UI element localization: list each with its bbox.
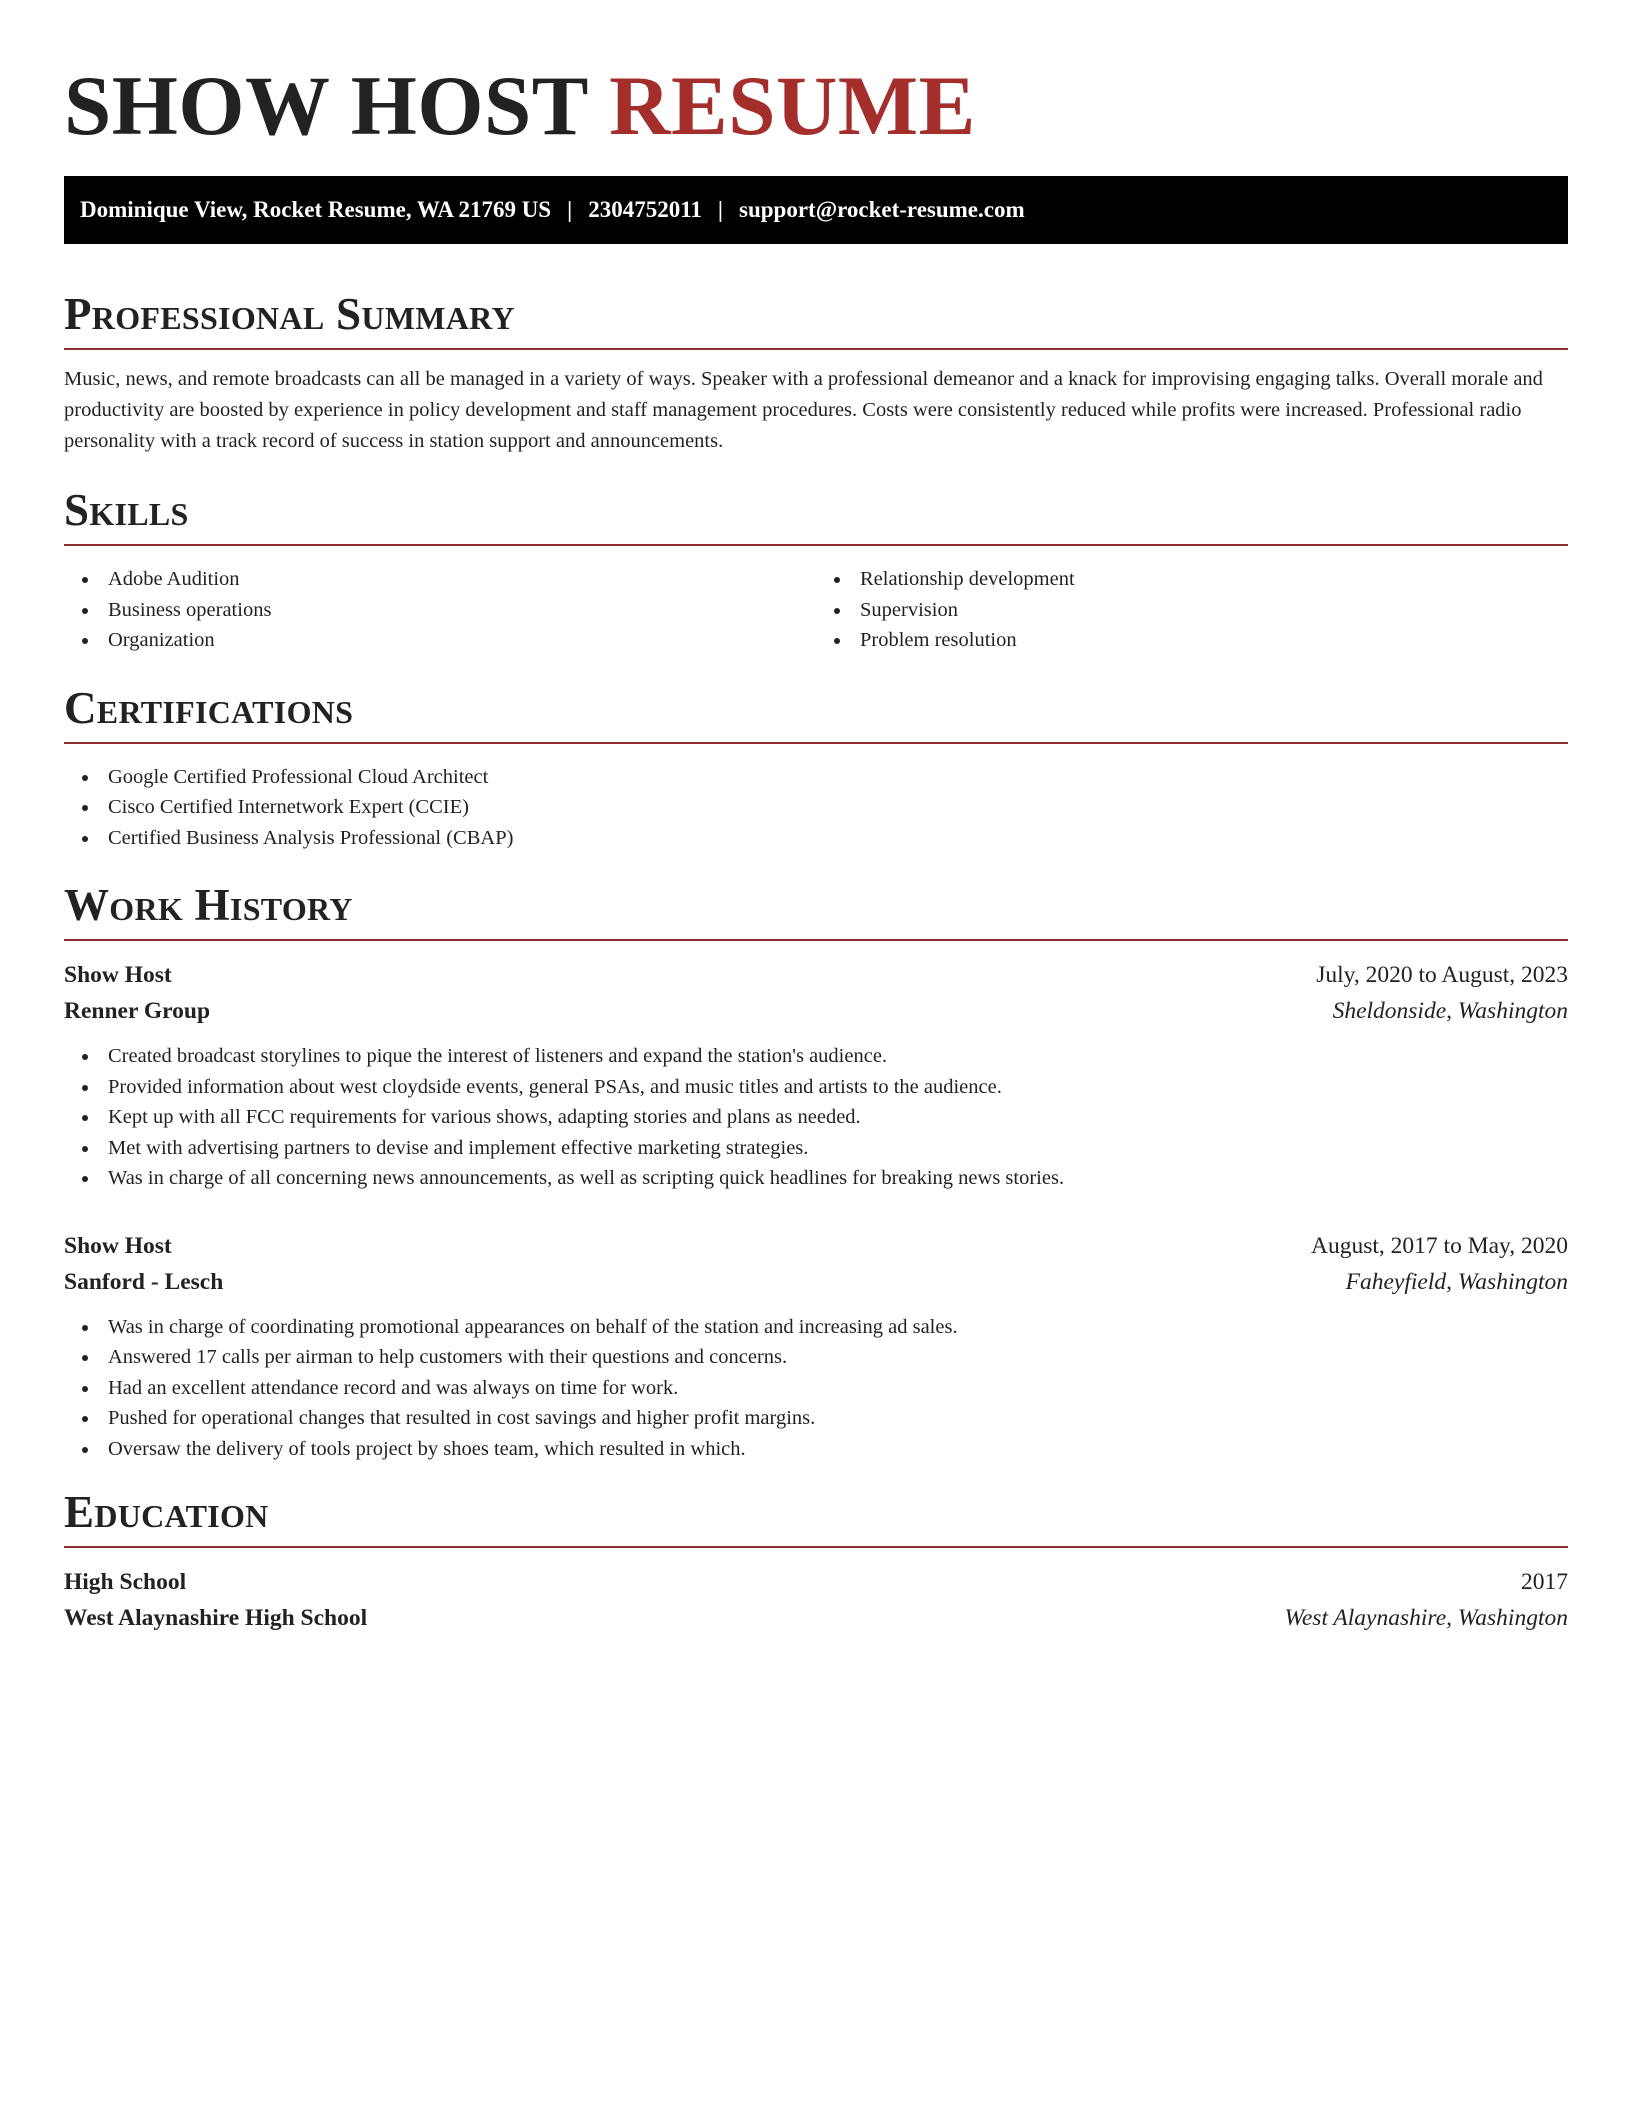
job-bullet: Was in charge of all concerning news announcements, as well as scripting quick headlines for breaking news stories.: [64, 1163, 1568, 1194]
job-bullet: Pushed for operational changes that resulted in cost savings and higher profit margins.: [64, 1403, 1568, 1434]
job-company-row: [64, 993, 1568, 1029]
education-school-row: [64, 1600, 1568, 1636]
skills-list-left: [64, 564, 816, 656]
job-bullet: Met with advertising partners to devise and implement effective marketing strategies.: [64, 1133, 1568, 1164]
certification-item: Cisco Certified Internetwork Expert (CCIE): [64, 792, 1568, 823]
skills-heading: Skills: [64, 484, 1568, 546]
skills-columns: [64, 564, 1568, 656]
job-title-row: [64, 957, 1568, 993]
contact-email[interactable]: support@rocket-resume.com: [739, 197, 1025, 222]
education-section: [64, 1486, 1568, 1636]
contact-phone[interactable]: 2304752011: [588, 197, 702, 222]
skill-item: Business operations: [64, 595, 816, 626]
job-bullet: Oversaw the delivery of tools project by shoes team, which resulted in which.: [64, 1434, 1568, 1465]
skills-section: [64, 484, 1568, 656]
certifications-list: [64, 762, 1568, 854]
education-location: West Alaynashire, Washington: [1284, 1605, 1568, 1631]
education-heading: Education: [64, 1486, 1568, 1548]
work-history-section: [64, 879, 1568, 1464]
certifications-heading: Certifications: [64, 682, 1568, 744]
contact-separator: |: [717, 197, 723, 222]
job-dates: July, 2020 to August, 2023: [1316, 962, 1568, 988]
job-bullet: Had an excellent attendance record and was always on time for work.: [64, 1373, 1568, 1404]
resume-title: [64, 58, 1568, 154]
skill-item: Supervision: [816, 595, 1568, 626]
job-bullets: [64, 1041, 1568, 1194]
job-location: Sheldonside, Washington: [1332, 998, 1568, 1024]
job-company: Sanford - Lesch: [64, 1268, 224, 1295]
summary-section: [64, 288, 1568, 457]
job-entry: [64, 1228, 1568, 1465]
job-dates: August, 2017 to May, 2020: [1311, 1232, 1568, 1259]
summary-text: Music, news, and remote broadcasts can all be managed in a variety of ways. Speaker with a professional demeanor and a knack for improvising engaging talks. Overall morale and productivity are boosted by experience in policy development and staff management procedures. Costs were consistently reduced while profits were increased. Professional radio personality with a track record of success in station support and announcements.: [64, 368, 1543, 452]
job-company: Renner Group: [64, 998, 211, 1024]
job-title: Show Host: [64, 1232, 172, 1259]
skill-item: Problem resolution: [816, 625, 1568, 656]
title-accent: RESUME: [609, 59, 976, 153]
contact-bar: [64, 176, 1568, 244]
education-degree-row: [64, 1564, 1568, 1600]
job-bullet: Created broadcast storylines to pique the interest of listeners and expand the station's audience.: [64, 1041, 1568, 1072]
education-year: 2017: [1521, 1569, 1568, 1595]
job-bullets: [64, 1312, 1568, 1465]
skills-list-right: [816, 564, 1568, 656]
education-entry: [64, 1564, 1568, 1636]
certification-item: Google Certified Professional Cloud Architect: [64, 762, 1568, 793]
skill-item: Adobe Audition: [64, 564, 816, 595]
contact-address: Dominique View, Rocket Resume, WA 21769 US: [80, 197, 552, 222]
title-main: SHOW HOST: [64, 59, 588, 153]
education-school: West Alaynashire High School: [64, 1605, 368, 1631]
job-entry: [64, 957, 1568, 1194]
education-degree: High School: [64, 1569, 187, 1595]
certification-item: Certified Business Analysis Professional (CBAP): [64, 823, 1568, 854]
job-title-row: [64, 1228, 1568, 1264]
job-company-row: [64, 1264, 1568, 1300]
certifications-section: [64, 682, 1568, 854]
job-location: Faheyfield, Washington: [1345, 1268, 1568, 1295]
summary-heading: Professional Summary: [64, 288, 1568, 350]
contact-separator: |: [567, 197, 573, 222]
job-bullet: Was in charge of coordinating promotional appearances on behalf of the station and increasing ad sales.: [64, 1312, 1568, 1343]
skill-item: Relationship development: [816, 564, 1568, 595]
skill-item: Organization: [64, 625, 816, 656]
job-bullet: Answered 17 calls per airman to help customers with their questions and concerns.: [64, 1342, 1568, 1373]
work-history-heading: Work History: [64, 879, 1568, 941]
job-bullet: Kept up with all FCC requirements for various shows, adapting stories and plans as needed.: [64, 1102, 1568, 1133]
job-title: Show Host: [64, 962, 172, 988]
job-bullet: Provided information about west cloydside events, general PSAs, and music titles and artists to the audience.: [64, 1072, 1568, 1103]
